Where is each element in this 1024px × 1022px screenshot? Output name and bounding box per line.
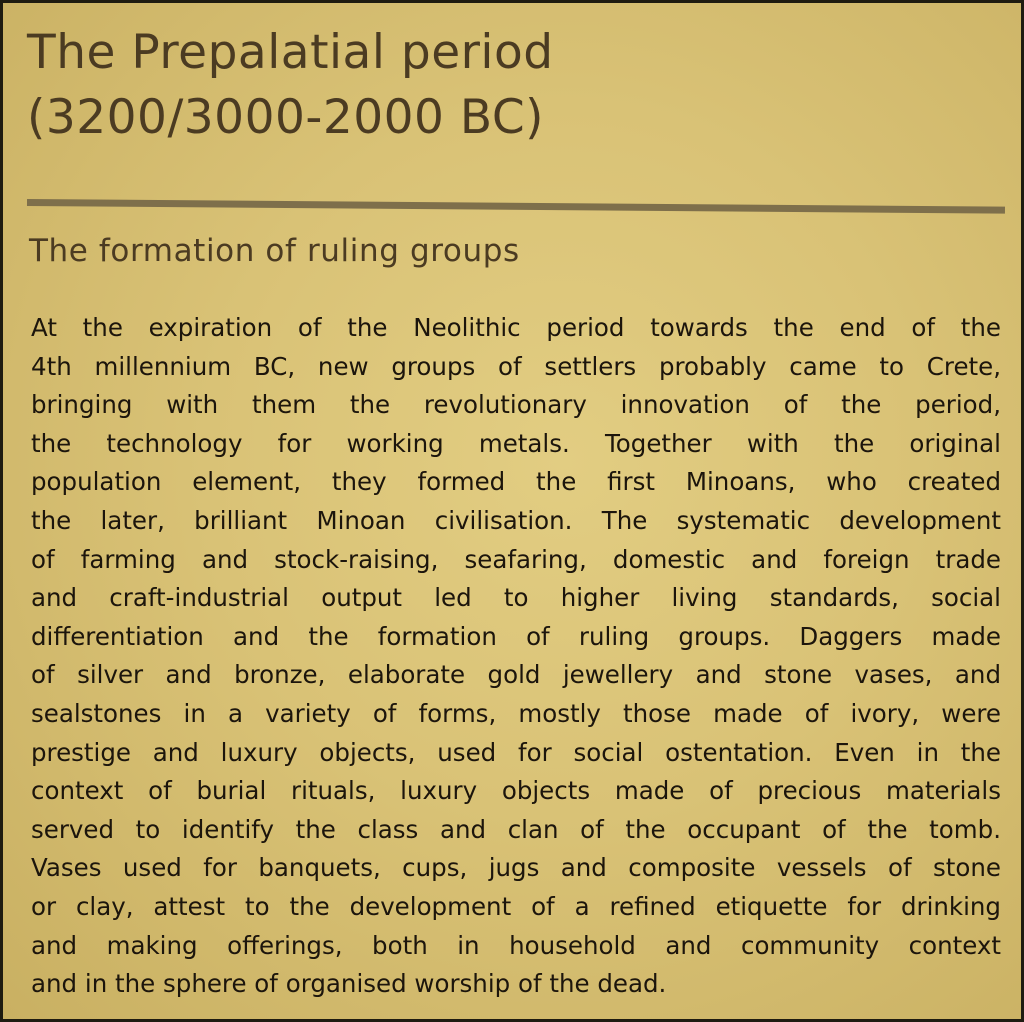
body-line: the technology for working metals. Together with the original (31, 428, 1001, 458)
body-line-last: and in the sphere of organised worship of the dead. (31, 969, 667, 999)
body-line: At the expiration of the Neolithic period towards the end of the (31, 313, 1001, 342)
body-paragraph (31, 309, 1001, 1004)
title-line-1: The Prepalatial period (27, 25, 554, 80)
body-line: 4th millennium BC, new groups of settlers probably came to Crete, (31, 351, 1001, 381)
body-line: Vases used for banquets, cups, jugs and composite vessels of stone (31, 853, 1001, 883)
body-line: bringing with them the revolutionary innovation of the period, (31, 390, 1001, 420)
body-line: of farming and stock-raising, seafaring, domestic and foreign trade (31, 544, 1001, 574)
body-line: and craft-industrial output led to higher living standards, social (31, 583, 1001, 613)
body-line: sealstones in a variety of forms, mostly those made of ivory, were (31, 698, 1001, 728)
title-line-2: (3200/3000-2000 BC) (27, 89, 544, 145)
sign-title (27, 21, 987, 151)
body-line: of silver and bronze, elaborate gold jewellery and stone vases, and (31, 660, 1001, 690)
sign-subtitle: The formation of ruling groups (29, 233, 520, 269)
body-line: prestige and luxury objects, used for social ostentation. Even in the (31, 737, 1001, 767)
body-line: served to identify the class and clan of the occupant of the tomb. (31, 814, 1001, 844)
divider-rule (27, 199, 1005, 214)
body-line: context of burial rituals, luxury objects made of precious materials (31, 776, 1001, 806)
body-line: the later, brilliant Minoan civilisation. The systematic development (31, 505, 1001, 535)
body-line: population element, they formed the first Minoans, who created (31, 467, 1001, 497)
body-line: or clay, attest to the development of a refined etiquette for drinking (31, 891, 1001, 921)
body-line: differentiation and the formation of ruling groups. Daggers made (31, 621, 1001, 651)
body-line: and making offerings, both in household and community context (31, 930, 1001, 960)
